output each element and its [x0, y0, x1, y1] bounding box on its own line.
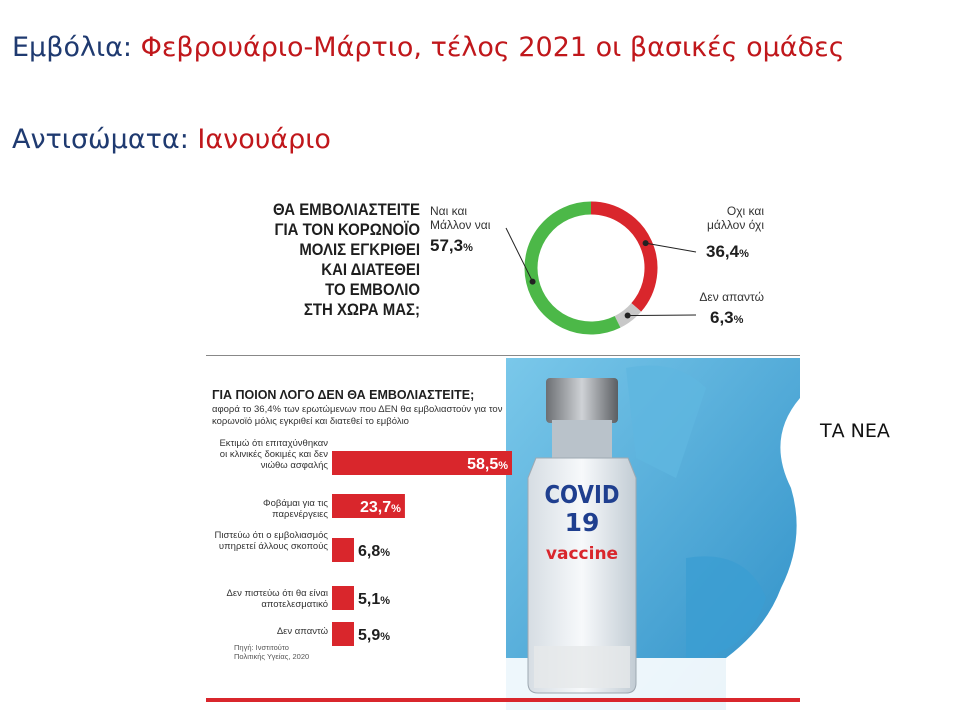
bar-category-label: Φοβάμαι για τις παρενέργειες — [263, 498, 328, 520]
bar-chart-source-line: Πηγή: Ινστιτούτο — [234, 643, 289, 652]
pie-value-no-number: 36,4 — [706, 242, 740, 261]
bar-category-label: Πιστεύω ότι ο εμβολιασμός υπηρετεί άλλους σκοπούς — [214, 530, 328, 552]
heading-vaccines — [12, 32, 845, 63]
bar — [332, 586, 354, 610]
pie-question-line: ΜΟΛΙΣ ΕΓΚΡΙΘΕΙ — [299, 240, 420, 259]
heading-antibodies — [12, 124, 331, 155]
heading-vaccines-label: Εμβόλια: — [12, 32, 132, 63]
bar-value-label: 6,8% — [358, 543, 391, 560]
vial-label-vaccine: vaccine — [545, 544, 619, 564]
pie-label-yes-line: Ναι και — [430, 204, 468, 218]
heading-vaccines-value: Φεβρουάριο-Μάρτιο, τέλος 2021 οι βασικές ομάδες — [132, 32, 845, 63]
pie-value-yes-number: 57,3 — [430, 236, 464, 255]
heading-antibodies-value: Ιανουάριο — [188, 124, 331, 155]
bar-chart-source-line: Πολιτικής Υγείας, 2020 — [234, 652, 310, 661]
bottom-red-line — [206, 698, 800, 702]
bar-category-label: Δεν απαντώ — [276, 626, 328, 637]
vial-label-covid: COVID — [544, 480, 620, 509]
bar — [332, 538, 354, 562]
pie-question-line: ΚΑΙ ΔΙΑΤΕΘΕΙ — [321, 260, 420, 279]
source-note: ΤΑ ΝΕΑ — [820, 420, 890, 442]
bar-value-label: 58,5% — [467, 456, 508, 473]
pie-label-noanswer-line: Δεν απαντώ — [699, 290, 764, 304]
pie-question-line: ΓΙΑ ΤΟΝ ΚΟΡΩΝΟΪΟ — [274, 220, 420, 239]
vial-label-19: 19 — [564, 508, 600, 537]
bar-chart-subtitle: αφορά το 36,4% των ερωτώμενων που ΔΕΝ θα εμβολιαστούν για τον κορωνοϊό μόλις εγκριθεί και διατεθεί το εμβόλιο — [212, 404, 503, 427]
bar-chart — [206, 190, 800, 710]
bar-value-label: 5,9% — [358, 627, 391, 644]
infographic-panel — [206, 190, 800, 710]
pie-label-no-line: μάλλον όχι — [707, 218, 764, 232]
pie-question-line: ΤΟ ΕΜΒΟΛΙΟ — [325, 280, 420, 299]
bar-value-label: 5,1% — [358, 591, 391, 608]
pie-question-line: ΘΑ ΕΜΒΟΛΙΑΣΤΕΙΤΕ — [273, 200, 420, 219]
pie-value-noanswer-number: 6,3 — [710, 308, 734, 327]
pie-value-noanswer-unit: % — [733, 314, 744, 326]
heading-antibodies-label: Αντισώματα: — [12, 124, 189, 155]
bar-category-label: Δεν πιστεύω ότι θα είναι αποτελεσματικό — [226, 588, 328, 610]
pie-question-line: ΣΤΗ ΧΩΡΑ ΜΑΣ; — [303, 300, 420, 319]
pie-label-yes-line: Μάλλον ναι — [430, 218, 491, 232]
pie-value-no-unit: % — [739, 248, 749, 260]
bar-value-label: 23,7% — [360, 499, 401, 516]
bar-category-label: Εκτιμώ ότι επιταχύνθηκαν οι κλινικές δοκιμές και δεν νιώθω ασφαλής — [219, 438, 328, 471]
bar — [332, 622, 354, 646]
pie-value-yes-unit: % — [463, 242, 473, 254]
bar-chart-title: ΓΙΑ ΠΟΙΟΝ ΛΟΓΟ ΔΕΝ ΘΑ ΕΜΒΟΛΙΑΣΤΕΙΤΕ; — [212, 388, 475, 402]
bar-chart-source — [234, 643, 309, 661]
pie-label-no-line: Οχι και — [726, 204, 764, 218]
